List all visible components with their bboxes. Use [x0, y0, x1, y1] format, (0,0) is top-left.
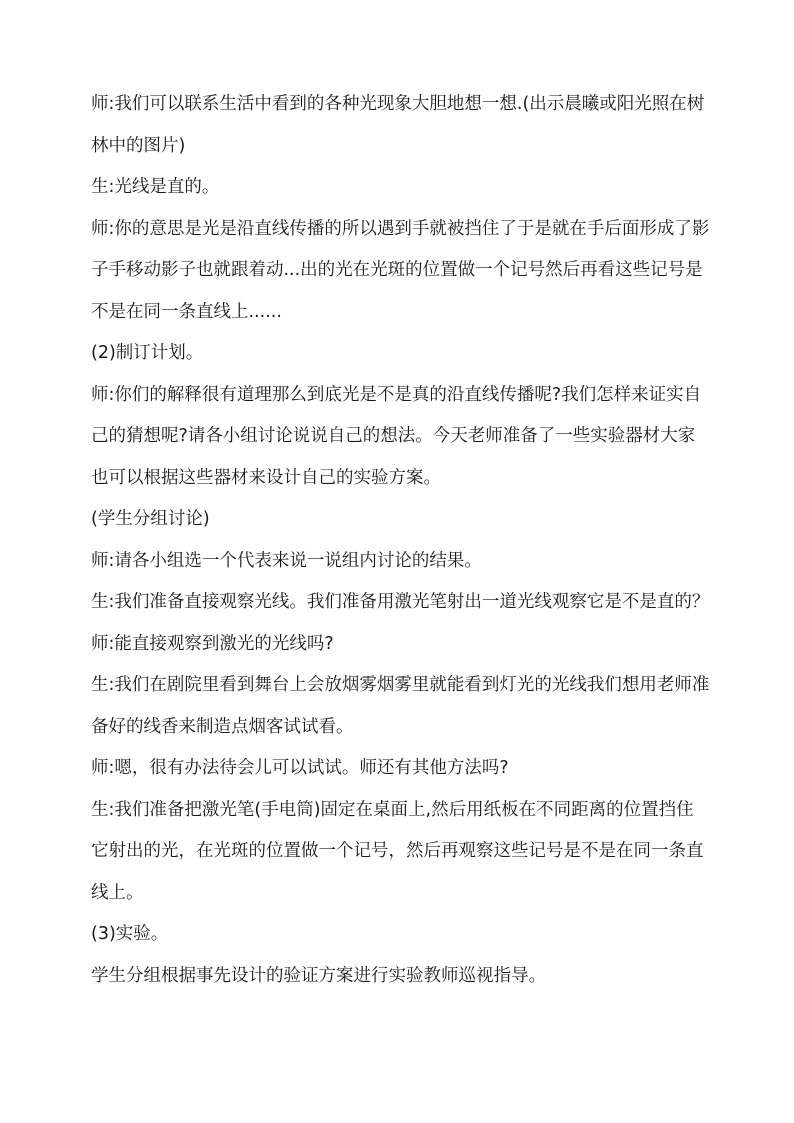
paragraph-teacher-request: 师:请各小组选一个代表来说一说组内讨论的结果。 [91, 550, 482, 571]
paragraph-student-answer: 生:光线是直的。 [91, 177, 220, 197]
paragraph-teacher-followup: 师:嗯，很有办法待会儿可以试试。师还有其他方法吗? [91, 758, 509, 778]
paragraph-teacher-check: 师:能直接观察到激光的光线吗? [91, 633, 334, 654]
paragraph-experiment-instruction: 学生分组根据事先设计的验证方案进行实验教师巡视指导。 [91, 965, 546, 986]
paragraph-student-plan-3: 生:我们准备把激光笔(手电筒)固定在桌面上,然后用纸板在不同距离的位置挡住它射出的光，在光斑的位置做一个记号，然后再观察这些记号是不是在同一条直线上。 [91, 799, 704, 903]
paragraph-teacher-question: 师:你们的解释很有道理那么到底光是不是真的沿直线传播呢?我们怎样来证实自己的猜想呢?请各小组讨论说说自己的想法。今天老师准备了一些实验器材大家也可以根据这些器材来设计自己的实验方案。 [91, 384, 702, 488]
section-heading-plan: (2)制订计划。 [91, 343, 204, 363]
paragraph-teacher-explanation: 师:你的意思是光是沿直线传播的所以遇到手就被挡住了于是就在手后面形成了影子手移动影子也就跟着动...出的光在光斑的位置做一个记号然后再看这些记号是不是在同一条直线上...... [91, 218, 710, 322]
paragraph-group-discussion: (学生分组讨论) [91, 509, 210, 529]
section-heading-experiment: (3)实验。 [91, 924, 169, 944]
paragraph-teacher-prompt: 师:我们可以联系生活中看到的各种光现象大胆地想一想.(出示晨曦或阳光照在树林中的图片) [91, 94, 705, 156]
document-body [91, 84, 711, 997]
paragraph-student-plan-2: 生:我们在剧院里看到舞台上会放烟雾烟雾里就能看到灯光的光线我们想用老师准备好的线香来制造点烟客试试看。 [91, 675, 710, 737]
paragraph-student-plan-1: 生:我们准备直接观察光线。我们准备用激光笔射出一道光线观察它是不是直的？ [91, 592, 710, 612]
